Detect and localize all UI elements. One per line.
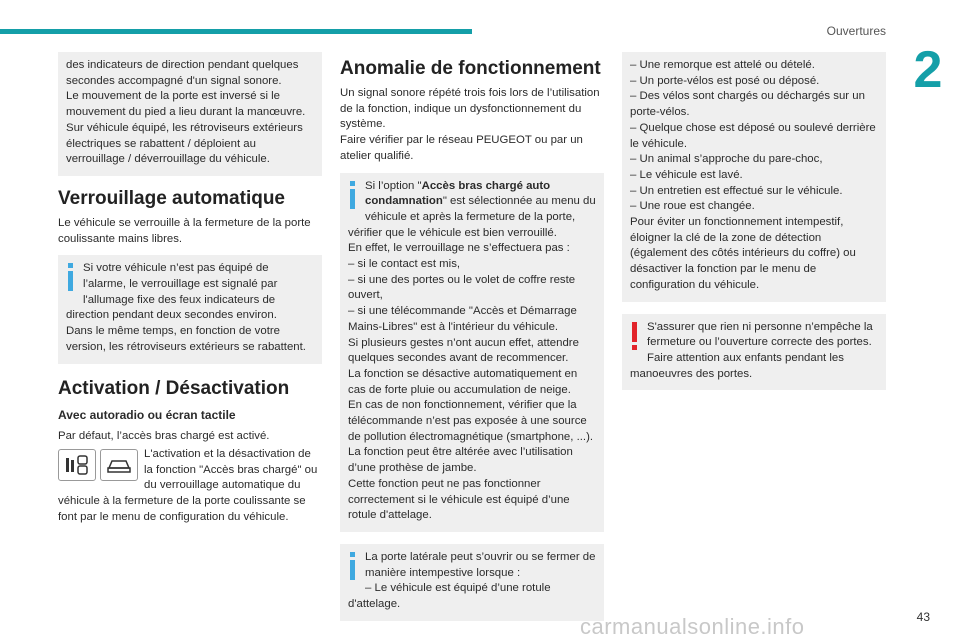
conditions-box [622, 52, 886, 302]
column-1 [58, 52, 322, 525]
auto-lock-heading: Verrouillage automatique [58, 187, 285, 209]
malfunction-note-text [348, 179, 596, 524]
side-door-note-text: La porte latérale peut s’ouvrir ou se fermer de manière intempestive lorsque : – Le véhicule est équipé d’une rotule d'attelage. [348, 550, 596, 611]
intro-box [58, 52, 322, 176]
conditions-text: – Une remorque est attelé ou dételé. – Un porte-vélos est posé ou déposé. – Des vélos sont chargés ou déchargés sur un porte-vélos. – Quelque chose est déposé ou soulevé derrière le véhicule. – Un animal s’approche du pare-choc, – Le véhicule est lavé. – Un entretien est effectué sur le véhicule. – Une roue est changée. Pour éviter un fonctionnement intempestif, éloigner la clé de la zone de détection (également des côtés intérieurs du coffre) ou désactiver la fonction par le menu de configuration du véhicule. [630, 59, 876, 291]
info-icon [350, 181, 355, 209]
note-option-name: Accès bras chargé auto condamnation [365, 179, 551, 208]
activation-subheading: Avec autoradio ou écran tactile [58, 407, 236, 422]
column-3 [622, 52, 886, 402]
note-body: " est sélectionnée au menu du véhicule et après la fermeture de la porte, vérifier que le véhicule est bien verrouillé. En effet, le verrouillage ne s’effectuera pas : – si le contact est mis, – si une des portes ou le volet de coffre reste ouvert, – si une télécommande "Accès et Démarrage Mains-Libres" est à l'intérieur du véhicule. Si plusieurs gestes n’ont aucun effet, attendre quelques secondes avant de recommencer. La fonction se désactive automatiquement en cas de forte pluie ou accumulation de neige. En cas de non fonctionnement, vérifier que la télécommande n’est pas exposée à une source de pollution électromagnétique (smartphone, ...). La fonction peut être altérée avec l’utilisation d’une prothèse de jambe. Cette fonction peut ne pas fonctionner correctement si le véhicule est équipé d’une rotule d'attelage. [348, 195, 596, 522]
activation-heading: Activation / Désactivation [58, 377, 290, 399]
chapter-number: 2 [913, 41, 943, 99]
vehicle-settings-icon [58, 449, 96, 481]
section-title: Ouvertures [826, 24, 886, 38]
car-icon [100, 449, 138, 481]
warning-text: S'assurer que rien ni personne n’empêche la fermeture ou l’ouverture correcte des portes. Faire attention aux enfants pendant les manoeuvres des portes. [630, 320, 873, 380]
page-number: 43 [916, 610, 930, 624]
activation-text: L'activation et la désactivation de la fonction "Accès bras chargé" ou du verrouillage automatique du véhicule à la fermeture de la porte coulissante se font par le menu de configuration du véhicule. [58, 447, 318, 523]
warning-box [622, 314, 886, 391]
info-icon [68, 263, 73, 291]
side-door-note [340, 544, 604, 621]
malfunction-heading: Anomalie de fonctionnement [340, 58, 601, 79]
activation-block [58, 447, 322, 526]
ui-icons [58, 449, 138, 481]
note-prefix: Si l’option " [365, 179, 422, 192]
intro-text: des indicateurs de direction pendant quelques secondes accompagné d'un signal sonore. Le mouvement de la porte est inversé si le mouvement du pied a lieu durant la manœuvre. Sur véhicule équipé, les rétroviseurs extérieurs électriques se rabattent / déploient au verrouillage / déverrouillage du véhicule. [66, 59, 306, 166]
header-accent-bar [0, 29, 472, 34]
warning-icon [632, 322, 637, 350]
auto-lock-text: Le véhicule se verrouille à la fermeture de la porte coulissante mains libres. [58, 216, 311, 245]
column-2 [340, 52, 604, 633]
auto-lock-note-text: Si votre véhicule n’est pas équipé de l’alarme, le verrouillage est signalé par l'allumage fixe des feux indicateurs de direction pendant deux secondes environ. Dans le même temps, en fonction de votre version, les rétroviseurs extérieurs se rabattent. [66, 262, 306, 353]
malfunction-text: Un signal sonore répété trois fois lors de l’utilisation de la fonction, indique un dysfonctionnement du système. Faire vérifier par le réseau PEUGEOT ou par un atelier qualifié. [340, 87, 600, 162]
malfunction-note [340, 173, 604, 532]
auto-lock-note [58, 255, 322, 363]
info-icon [350, 552, 355, 580]
watermark: carmanualsonline.info [580, 614, 805, 639]
activation-default: Par défaut, l’accès bras chargé est activé. [58, 430, 270, 443]
